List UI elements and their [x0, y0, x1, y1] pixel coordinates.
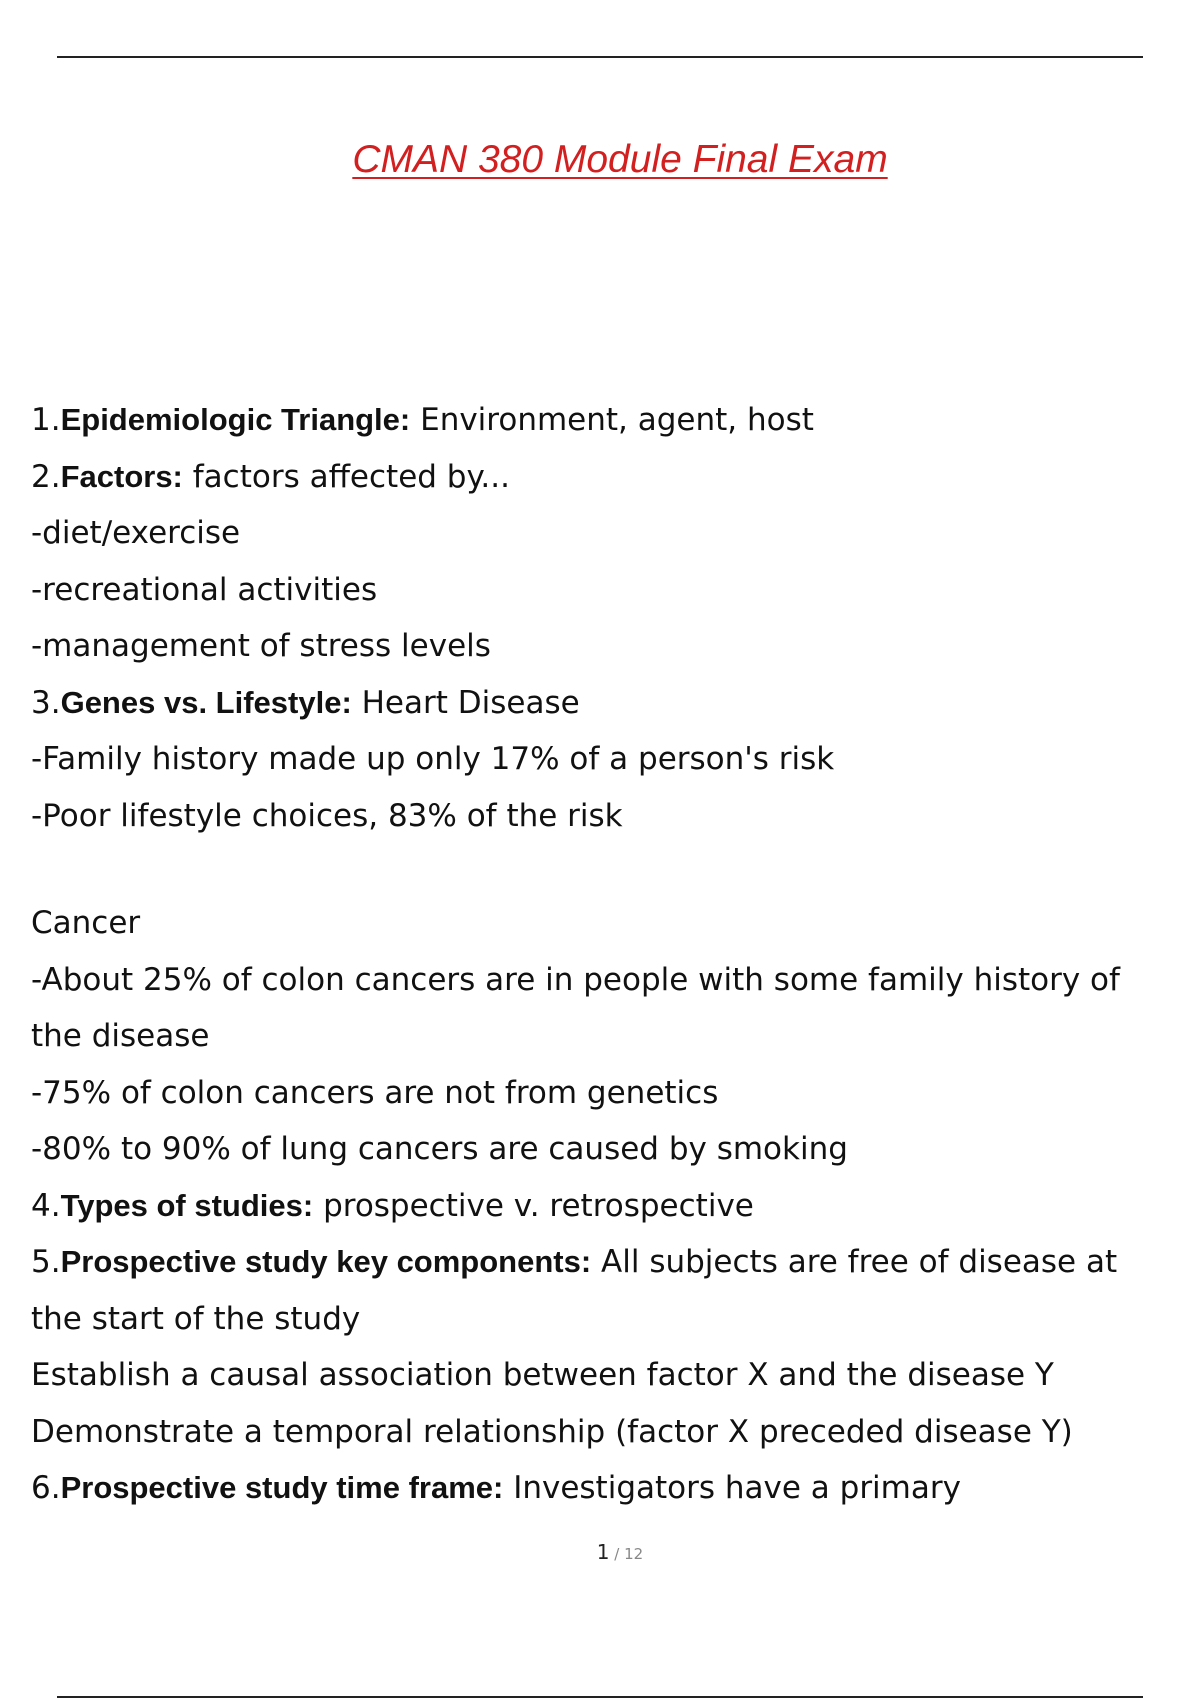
item-term: Prospective study key components:	[60, 1244, 592, 1279]
list-item: -Poor lifestyle choices, 83% of the risk	[31, 797, 623, 834]
page-separator: /	[609, 1545, 625, 1563]
list-item: -80% to 90% of lung cancers are caused by smoking	[31, 1131, 848, 1167]
item-6	[31, 1460, 1171, 1517]
item-number: 3.	[31, 684, 61, 721]
item-number: 4.	[31, 1187, 61, 1224]
item-4	[31, 1178, 1171, 1235]
item-number: 5.	[31, 1244, 61, 1280]
item-5	[31, 1234, 1171, 1347]
page-current: 1	[596, 1540, 610, 1564]
item-term: Epidemiologic Triangle:	[60, 402, 411, 437]
item-text: Heart Disease	[351, 684, 580, 721]
list-item: -Family history made up only 17% of a person's risk	[31, 741, 835, 777]
document-body	[31, 392, 1171, 1517]
list-item: -recreational activities	[31, 571, 378, 608]
list-item: -About 25% of colon cancers are in people with some family history of the disease	[31, 961, 1120, 1054]
item-number: 1.	[31, 402, 61, 438]
item-number: 2.	[31, 458, 61, 495]
item-term: Factors:	[60, 458, 183, 494]
list-item: -diet/exercise	[31, 515, 241, 551]
top-rule	[57, 56, 1143, 58]
cancer-heading: Cancer	[31, 905, 141, 941]
item-text: All subjects are free of disease at the start of the study	[31, 1244, 1118, 1337]
item-text: factors affected by...	[182, 458, 510, 495]
spacer	[31, 844, 1171, 895]
list-item: -75% of colon cancers are not from genetics	[31, 1074, 719, 1111]
item-text: Environment, agent, host	[410, 402, 814, 438]
item-term: Genes vs. Lifestyle:	[60, 684, 352, 720]
item-text: prospective v. retrospective	[313, 1187, 754, 1224]
item-number: 6.	[31, 1470, 61, 1506]
item-3	[31, 675, 1171, 732]
list-item: -management of stress levels	[31, 628, 491, 664]
item-term: Prospective study time frame:	[60, 1470, 504, 1505]
item-text: Investigators have a primary	[503, 1470, 961, 1506]
item-term: Types of studies:	[60, 1187, 314, 1223]
page-total: 12	[624, 1545, 644, 1563]
list-item: Establish a causal association between factor X and the disease Y	[31, 1357, 1054, 1393]
list-item: Demonstrate a temporal relationship (factor X preceded disease Y)	[31, 1413, 1073, 1450]
item-1	[31, 392, 1171, 449]
document-title: CMAN 380 Module Final Exam	[352, 138, 888, 181]
item-2	[31, 449, 1171, 506]
page-indicator	[0, 1540, 1200, 1564]
bottom-rule	[57, 1696, 1143, 1698]
